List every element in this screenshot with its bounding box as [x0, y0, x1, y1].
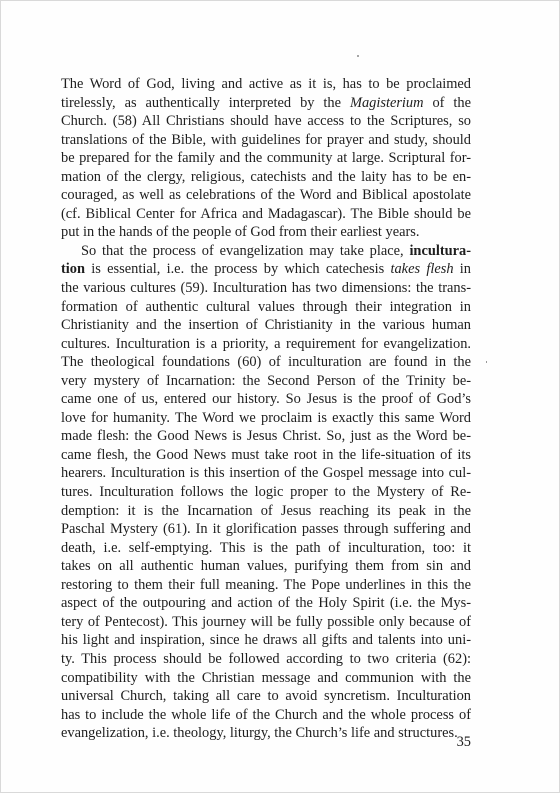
text-run: takes on all authentic human values, purifying them from sin and — [61, 558, 471, 575]
text-line — [61, 409, 471, 428]
text-line — [61, 372, 471, 391]
text-run: put in the hands of the people of God from their earliest years. — [61, 224, 420, 241]
text-line — [61, 260, 471, 279]
text-line — [61, 75, 471, 94]
text-run: death, i.e. self-emptying. This is the path of inculturation, too: it — [61, 539, 471, 556]
body-text — [61, 75, 471, 743]
scan-speck — [486, 361, 487, 363]
bold-term: tion — [61, 261, 85, 278]
text-run: demption: it is the Incarnation of Jesus reaching its peak in the — [61, 502, 471, 519]
text-run: Church. (58) All Christians should have access to the Scriptures, so — [61, 113, 471, 130]
text-run: cultures. Inculturation is a priority, a requirement for evangelization. — [61, 335, 471, 352]
text-run: very mystery of Incarnation: the Second Person of the Trinity be- — [61, 372, 471, 389]
text-run: The theological foundations (60) of inculturation are found in the — [61, 354, 471, 371]
text-run: be prepared for the family and the community at large. Scriptural for- — [61, 150, 471, 167]
text-line — [61, 390, 471, 409]
scan-speck — [357, 55, 359, 57]
text-line — [61, 539, 471, 558]
text-line — [61, 242, 471, 261]
text-run: his light and inspiration, since he draws all gifts and talents into uni- — [61, 632, 471, 649]
text-run: formation of authentic cultural values through their integration in — [61, 298, 471, 315]
text-line — [61, 149, 471, 168]
text-run: ty. This process should be followed according to two criteria (62): — [61, 650, 471, 667]
italic-term: takes flesh — [390, 261, 454, 278]
text-line — [61, 687, 471, 706]
text-line — [61, 112, 471, 131]
bold-term: incultura- — [409, 242, 471, 259]
text-line — [61, 650, 471, 669]
text-run: made flesh: the Good News is Jesus Christ. So, just as the Word be- — [61, 428, 471, 445]
text-run: evangelization, i.e. theology, liturgy, the Church’s life and structures. — [61, 725, 458, 742]
text-line — [61, 427, 471, 446]
text-run: tures. Inculturation follows the logic proper to the Mystery of Re- — [61, 484, 471, 501]
text-line — [61, 131, 471, 150]
paragraph — [61, 242, 471, 743]
paragraph — [61, 75, 471, 242]
text-line — [61, 353, 471, 372]
text-line — [61, 557, 471, 576]
text-line — [61, 446, 471, 465]
text-line — [61, 576, 471, 595]
text-run: Paschal Mystery (61). In it glorification passes through suffering and — [61, 521, 471, 538]
text-run: hearers. Inculturation is this insertion of the Gospel message into cul- — [61, 465, 471, 482]
text-line — [61, 298, 471, 317]
text-line — [61, 279, 471, 298]
text-run: mation of the clergy, religious, catechists and the laity has to be en- — [61, 168, 471, 185]
text-run: has to include the whole life of the Church and the whole process of — [61, 706, 471, 723]
text-run: tirelessly, as authentically interpreted by the — [61, 94, 350, 111]
text-run: is essential, i.e. the process by which catechesis — [85, 261, 391, 278]
text-run: So that the process of evangelization may take place, — [81, 242, 410, 259]
text-line — [61, 502, 471, 521]
text-line — [61, 316, 471, 335]
text-run: love for humanity. The Word we proclaim is exactly this same Word — [61, 409, 471, 426]
text-line — [61, 223, 471, 242]
text-line — [61, 335, 471, 354]
text-run: the various cultures (59). Inculturation has two dimensions: the trans- — [61, 280, 471, 297]
text-line — [61, 186, 471, 205]
text-run: came one of us, entered our history. So Jesus is the proof of God’s — [61, 391, 471, 408]
text-line — [61, 706, 471, 725]
text-line — [61, 631, 471, 650]
text-run: in — [453, 261, 471, 278]
text-run: The Word of God, living and active as it is, has to be proclaimed — [61, 76, 471, 92]
text-run: couraged, as well as celebrations of the Word and Biblical apostolate — [61, 187, 471, 204]
text-line — [61, 594, 471, 613]
text-run: restoring to them their full meaning. The Pope underlines in this the — [61, 576, 471, 593]
text-line — [61, 94, 471, 113]
text-line — [61, 205, 471, 224]
text-line — [61, 464, 471, 483]
text-run: Christianity and the insertion of Christianity in the various human — [61, 317, 471, 334]
text-run: aspect of the outpouring and action of the Holy Spirit (i.e. the Mys- — [61, 595, 471, 612]
text-run: universal Church, taking all care to avoid syncretism. Inculturation — [61, 688, 471, 705]
text-line — [61, 613, 471, 632]
text-line — [61, 724, 471, 743]
italic-term: Magisterium — [349, 94, 424, 111]
text-line — [61, 669, 471, 688]
text-run: of the — [423, 94, 471, 111]
text-run: (cf. Biblical Center for Africa and Madagascar). The Bible should be — [61, 205, 471, 222]
text-line — [61, 483, 471, 502]
text-run: tery of Pentecost). This journey will be fully possible only because of — [61, 613, 471, 630]
text-run: translations of the Bible, with guidelines for prayer and study, should — [61, 131, 471, 148]
text-line — [61, 520, 471, 539]
text-run: came flesh, the Good News must take root in the life-situation of its — [61, 446, 471, 463]
page-number: 35 — [456, 734, 471, 750]
text-line — [61, 168, 471, 187]
text-run: compatibility with the Christian message and communion with the — [61, 669, 471, 686]
